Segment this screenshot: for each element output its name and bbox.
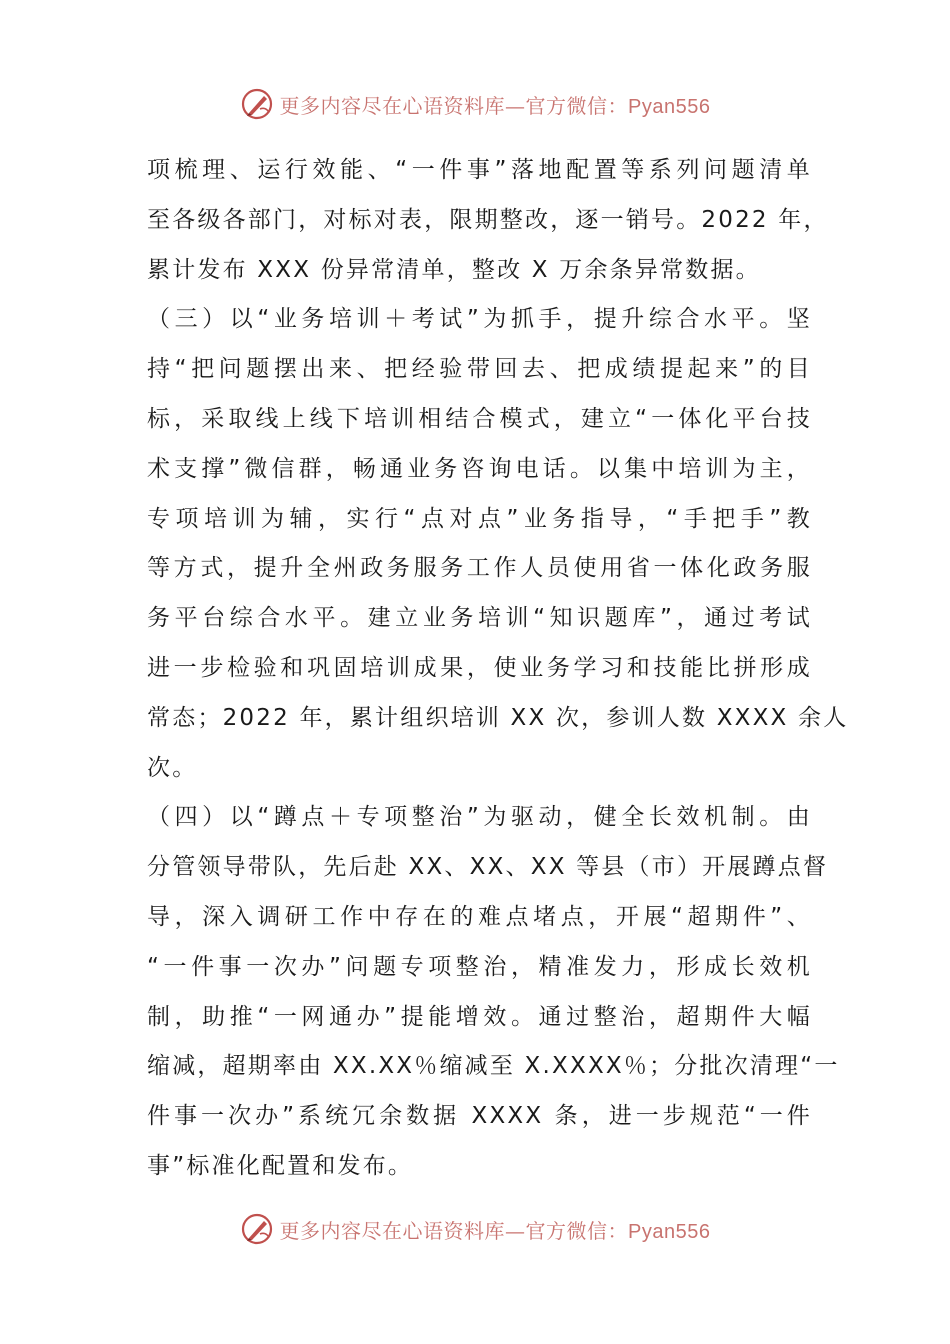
text-line: 缩减，超期率由 XX.XX％缩减至 X.XXXX％；分批次清理“一: [147, 1053, 840, 1080]
text-line: 件事一次办”系统冗余数据 XXXX 条，进一步规范“一件: [147, 1103, 812, 1130]
watermark-header: [0, 84, 950, 124]
text-line: 标，采取线上线下培训相结合模式，建立“一体化平台技: [147, 405, 812, 432]
text-line: 务平台综合水平。建立业务培训“知识题库”，通过考试: [147, 605, 812, 632]
text-line: 常态；2022 年，累计组织培训 XX 次，参训人数 XXXX 余人: [147, 704, 849, 731]
pen-logo-icon: [240, 87, 274, 121]
watermark-text: 更多内容尽在心语资料库—官方微信：Pyan556: [279, 93, 711, 118]
paragraph-2: [147, 295, 849, 793]
text-line: 事”标准化配置和发布。: [147, 1152, 414, 1179]
text-line: 术支撑”微信群，畅通业务咨询电话。以集中培训为主，: [147, 455, 812, 482]
text-line: 导，深入调研工作中存在的难点堵点，开展“超期件”、: [147, 903, 812, 930]
text-line: “一件事一次办”问题专项整治，精准发力，形成长效机: [147, 953, 812, 980]
text-line: 制，助推“一网通办”提能增效。通过整治，超期件大幅: [147, 1003, 812, 1030]
text-line: 次。: [147, 754, 198, 781]
text-line: 累计发布 XXX 份异常清单，整改 X 万余条异常数据。: [147, 256, 761, 283]
text-line: 等方式，提升全州政务服务工作人员使用省一体化政务服: [147, 555, 812, 582]
text-line: 项梳理、运行效能、“一件事”落地配置等系列问题清单: [147, 157, 812, 183]
watermark-footer: [0, 1209, 950, 1249]
text-line: 专项培训为辅，实行“点对点”业务指导，“手把手”教: [147, 505, 812, 532]
document-body: [147, 146, 849, 1192]
text-line: 进一步检验和巩固培训成果，使业务学习和技能比拼形成: [147, 654, 812, 681]
text-line: 分管领导带队，先后赴 XX、XX、XX 等县（市）开展蹲点督: [147, 854, 829, 881]
watermark-text: 更多内容尽在心语资料库—官方微信：Pyan556: [279, 1218, 711, 1243]
pen-logo-icon: [240, 1212, 274, 1246]
text-line: 持“把问题摆出来、把经验带回去、把成绩提起来”的目: [147, 356, 812, 383]
paragraph-1: [147, 146, 829, 295]
text-line: （三）以“业务培训＋考试”为抓手，提升综合水平。坚: [147, 306, 812, 333]
text-line: （四）以“蹲点＋专项整治”为驱动，健全长效机制。由: [147, 804, 812, 831]
text-line: 至各级各部门，对标对表，限期整改，逐一销号。2022 年，: [147, 206, 829, 233]
paragraph-3: [147, 793, 840, 1191]
